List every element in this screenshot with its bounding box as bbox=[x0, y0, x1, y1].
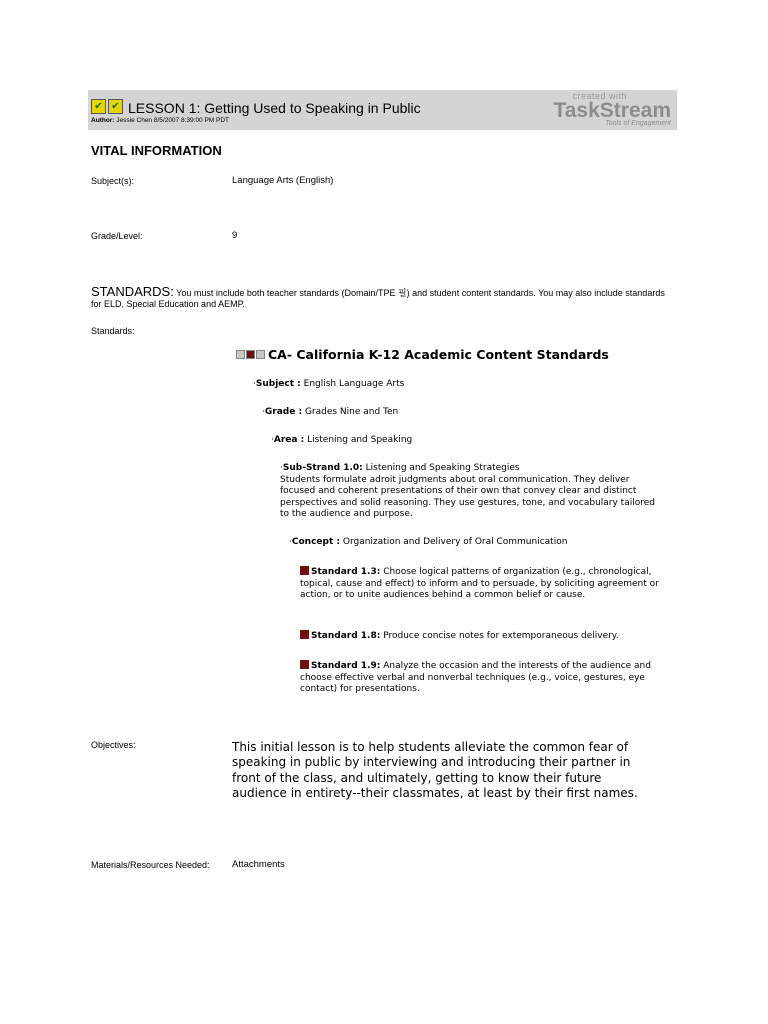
collapse-icon bbox=[236, 350, 245, 359]
bullet-icon: · bbox=[280, 463, 283, 473]
logo-name: TaskStream bbox=[553, 99, 671, 122]
lesson-header bbox=[88, 90, 677, 130]
standard-marker-icon bbox=[300, 566, 309, 575]
standard-1-3 bbox=[300, 566, 660, 602]
standard-marker-icon bbox=[300, 660, 309, 669]
subject-value: Language Arts (English) bbox=[232, 175, 334, 186]
standard-1-8-key: Standard 1.8: bbox=[311, 631, 381, 641]
author-label: Author: bbox=[91, 117, 115, 124]
logo-created-text: created with bbox=[572, 91, 627, 101]
grade-node-value: Grades Nine and Ten bbox=[304, 407, 399, 417]
bullet-icon: · bbox=[271, 435, 274, 445]
standards-heading: STANDARDS: bbox=[91, 284, 174, 299]
concept-value: Organization and Delivery of Oral Communication bbox=[342, 537, 568, 547]
grade-label: Grade/Level: bbox=[91, 231, 143, 241]
ca-title-text: CA- California K-12 Academic Content Standards bbox=[268, 347, 609, 362]
area-node bbox=[271, 435, 412, 447]
logo-tagline: Tools of Engagement bbox=[605, 120, 671, 127]
objectives-label: Objectives: bbox=[91, 740, 136, 750]
grade-key: Grade : bbox=[264, 407, 303, 417]
substrand-key: Sub-Strand 1.0: bbox=[282, 463, 363, 473]
lesson-title: LESSON 1: Getting Used to Speaking in Public bbox=[128, 100, 421, 116]
standard-1-9 bbox=[300, 660, 660, 696]
ca-standards-title bbox=[236, 347, 609, 362]
lesson-icon: ✔ bbox=[108, 99, 123, 114]
header-icons bbox=[91, 99, 123, 114]
substrand-node bbox=[280, 463, 665, 521]
objectives-text: This initial lesson is to help students alleviate the common fear of speaking in public by interviewing and introducing their partner in front of the class, and ultimately, getting to know their future audience in entirety--their classmates, at least by their first names. bbox=[232, 740, 638, 800]
subject-node-value: English Language Arts bbox=[303, 379, 405, 389]
grade-value: 9 bbox=[232, 230, 238, 241]
grade-node bbox=[262, 407, 398, 419]
standards-intro-text: You must include both teacher standards (Domain/TPE 필) and student content standards. You may also include standards for ELD, Special Education and AEMP. bbox=[91, 288, 665, 309]
subject-key: Subject : bbox=[255, 379, 301, 389]
bullet-icon: · bbox=[289, 537, 292, 547]
standard-marker-icon bbox=[246, 350, 255, 359]
substrand-description: Students formulate adroit judgments about oral communication. They deliver focused and coherent presentations of their own that convey clear and distinct perspectives and solid reasoning. They use gestures, tone, and vocabulary tailored to the audience and purpose. bbox=[280, 474, 655, 519]
standard-1-9-text: Analyze the occasion and the interests of the audience and choose effective verbal and nonverbal techniques (e.g., voice, gestures, eye contact) for presentations. bbox=[300, 661, 651, 694]
standard-1-8 bbox=[300, 630, 660, 643]
substrand-value: Listening and Speaking Strategies bbox=[365, 463, 520, 473]
author-line bbox=[91, 117, 229, 124]
vital-information-heading: VITAL INFORMATION bbox=[91, 143, 222, 158]
subject-label: Subject(s): bbox=[91, 176, 135, 186]
standard-1-3-key: Standard 1.3: bbox=[311, 567, 381, 577]
standard-marker-icon bbox=[300, 630, 309, 639]
subject-node bbox=[253, 379, 404, 391]
concept-node bbox=[289, 537, 567, 549]
standard-1-8-text: Produce concise notes for extemporaneous delivery. bbox=[383, 631, 619, 641]
area-node-value: Listening and Speaking bbox=[307, 435, 413, 445]
standards-intro bbox=[91, 286, 671, 310]
bullet-icon: · bbox=[262, 407, 265, 417]
author-details: Jessie Chen 8/5/2007 8:39:00 PM PDT bbox=[116, 117, 230, 124]
standards-label: Standards: bbox=[91, 326, 135, 336]
materials-value[interactable]: Attachments bbox=[232, 859, 285, 870]
concept-key: Concept : bbox=[291, 537, 340, 547]
standard-1-3-text: Choose logical patterns of organization (e.g., chronological, topical, cause and effect) to inform and to persuade, by soliciting agreement or action, or to unite audiences behind a common belief or cause. bbox=[300, 567, 659, 600]
standard-1-9-key: Standard 1.9: bbox=[311, 661, 381, 671]
area-key: Area : bbox=[273, 435, 305, 445]
lesson-icon: ✔ bbox=[91, 99, 106, 114]
taskstream-logo bbox=[553, 91, 671, 127]
expand-icon bbox=[256, 350, 265, 359]
materials-label: Materials/Resources Needed: bbox=[91, 860, 210, 870]
bullet-icon: · bbox=[253, 379, 256, 389]
